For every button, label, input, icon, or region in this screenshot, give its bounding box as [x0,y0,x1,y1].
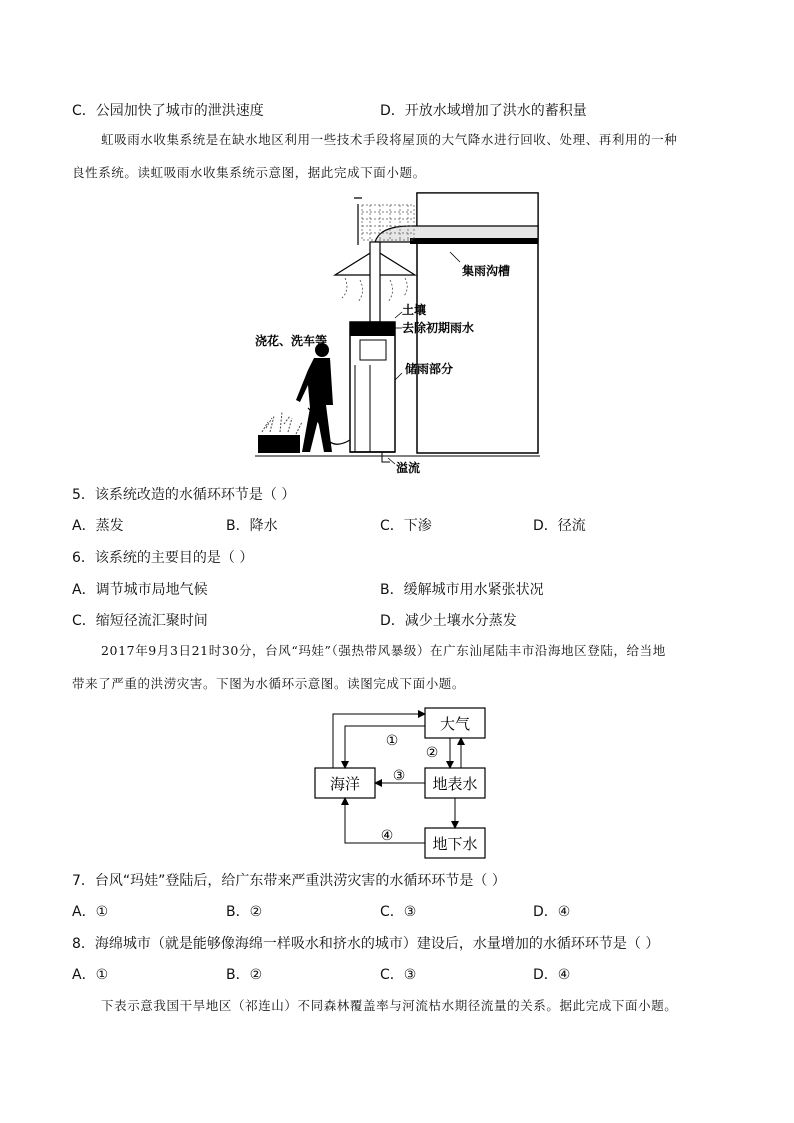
q5-stem: 5．该系统改造的水循环环节是（ ） [72,487,296,503]
label-overflow: 溢流 [396,461,421,475]
label-storage: 储雨部分 [405,362,454,376]
label-4: ④ [380,828,394,844]
q7-stem: 7．台风“玛娃”登陆后，给广东带来严重洪涝灾害的水循环环节是（ ） [72,873,506,889]
arrow-evaporation [333,714,425,768]
q8-option-c: C．③ [380,967,417,983]
q4-option-d: D．开放水域增加了洪水的蓄积量 [380,103,587,119]
q5-option-b: B．降水 [226,518,278,534]
text-atmosphere: 大气 [439,715,471,733]
label-remove-initial-rain: 去除初期雨水 [402,321,475,335]
gutter-bar [410,238,538,244]
q5-option-c: C．下渗 [380,518,432,534]
label-1: ① [385,733,399,749]
q5-option-a: A．蒸发 [72,518,124,534]
overflow-pipe [382,452,390,462]
q5-option-d: D．径流 [533,518,586,534]
q8-option-b: B．② [226,967,263,983]
q8-option-d: D．④ [533,967,571,983]
passage2-line1: 2017年9月3日21时30分，台风“玛娃”（强热带风暴级）在广东汕尾陆丰市沿海地区登陆，给当地 [101,643,666,658]
q7-option-c: C．③ [380,904,417,920]
q6-option-a: A．调节城市局地气候 [72,582,208,598]
q4-option-c: C．公园加快了城市的泄洪速度 [72,103,264,119]
q7-option-a: A．① [72,904,109,920]
text-groundwater: 地下水 [432,835,478,853]
water-cycle-diagram [305,700,495,865]
text-surface-water: 地表水 [432,775,478,793]
label-2: ② [425,745,439,761]
siphon-rain-system-diagram [250,190,550,475]
q6-option-c: C．缩短径流汇聚时间 [72,613,208,629]
q7-option-d: D．④ [533,904,571,920]
label-soil: 土壤 [402,303,427,317]
soil-layer [350,322,395,336]
passage2-line2: 带来了严重的洪涝灾害。下图为水循环示意图。读图完成下面小题。 [72,676,466,691]
q6-option-d: D．减少土壤水分蒸发 [380,613,517,629]
person-silhouette [296,343,333,452]
label-watering-use: 浇花、洗车等 [255,334,328,348]
flower-box [258,435,300,453]
down-pipe [370,242,380,322]
q7-option-b: B．② [226,904,263,920]
label-3: ③ [392,768,406,784]
q8-option-a: A．① [72,967,109,983]
q6-stem: 6．该系统的主要目的是（ ） [72,550,254,566]
q8-stem: 8．海绵城市（就是能够像海绵一样吸水和挤水的城市）建设后，水量增加的水循环环节是（ ） [72,936,660,952]
label-gutter: 集雨沟槽 [462,264,511,278]
text-ocean: 海洋 [329,775,361,793]
passage1-line2: 良性系统。读虹吸雨水收集系统示意图，据此完成下面小题。 [72,165,426,180]
passage1-line1: 虹吸雨水收集系统是在缺水地区利用一些技术手段将屋顶的大气降水进行回收、处理、再利用的一种 [101,132,678,147]
q6-option-b: B．缓解城市用水紧张状况 [380,582,544,598]
passage3-line1: 下表示意我国干旱地区（祁连山）不同森林覆盖率与河流枯水期径流量的关系。据此完成下面小题。 [101,998,678,1013]
